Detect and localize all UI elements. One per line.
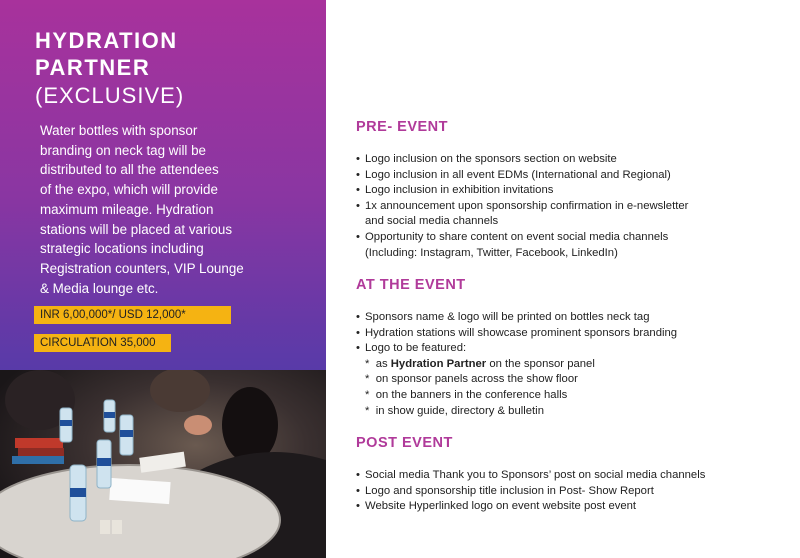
description-line: of the expo, which will provide <box>40 182 218 198</box>
bottle-label <box>60 420 72 426</box>
title-line-2: PARTNER <box>35 55 151 80</box>
hydration-partner-emphasis: Hydration Partner <box>390 357 487 370</box>
description-line: strategic locations including <box>40 241 204 257</box>
asterisk: * <box>365 388 370 401</box>
list-item: • Logo and sponsorship title inclusion in Post- Show Report <box>356 484 796 500</box>
list-item: • Website Hyperlinked logo on event website post event <box>356 499 796 515</box>
sub-item-suffix: on the sponsor panel <box>486 357 595 370</box>
list-item: • 1x announcement upon sponsorship confirmation in e-newsletter <box>356 199 796 215</box>
pre-event-heading: PRE- EVENT <box>356 119 449 135</box>
description-line: maximum mileage. Hydration <box>40 201 214 217</box>
list-item: • Sponsors name & logo will be printed on bottles neck tag <box>356 310 796 326</box>
at-event-list <box>356 310 796 419</box>
asterisk: * <box>365 357 370 370</box>
list-item: • Hydration stations will showcase prominent sponsors branding <box>356 326 796 342</box>
card <box>112 520 122 534</box>
sub-item-text: on the banners in the conference halls <box>375 388 568 401</box>
bottle-label <box>97 458 111 466</box>
sub-item-prefix: as <box>375 357 391 370</box>
event-photo <box>0 370 326 558</box>
bottle-label <box>104 412 115 418</box>
book <box>15 438 63 448</box>
post-event-list <box>356 468 796 515</box>
package-subtitle: (EXCLUSIVE) <box>35 83 185 108</box>
sub-item-text: in show guide, directory & bulletin <box>375 404 544 417</box>
post-event-heading: POST EVENT <box>356 435 453 451</box>
package-title <box>35 27 178 81</box>
description-line: distributed to all the attendees <box>40 162 219 178</box>
book <box>18 448 64 456</box>
sub-item-text: on sponsor panels across the show floor <box>375 373 578 386</box>
description-line: stations will be placed at various <box>40 221 233 237</box>
description-line: branding on neck tag will be <box>40 142 207 158</box>
circulation-badge: CIRCULATION 35,000 <box>34 334 171 352</box>
sub-list-item <box>356 372 796 388</box>
card <box>100 520 110 534</box>
list-item: • Logo to be featured: <box>356 341 796 357</box>
price-badge: INR 6,00,000*/ USD 12,000* <box>34 306 231 324</box>
background-person <box>150 370 210 412</box>
paper <box>109 478 170 504</box>
book <box>12 456 64 464</box>
at-event-heading: AT THE EVENT <box>356 277 466 293</box>
bottle-label <box>120 430 133 437</box>
sub-list-item <box>356 404 796 420</box>
list-item: • Logo inclusion in exhibition invitations <box>356 183 796 199</box>
sub-list-item <box>356 388 796 404</box>
title-line-1: HYDRATION <box>35 28 178 53</box>
right-panel <box>326 0 800 558</box>
person-hair <box>222 387 278 463</box>
person-hand <box>184 415 212 435</box>
list-item-continuation: (Including: Instagram, Twitter, Facebook, LinkedIn) <box>365 246 618 259</box>
asterisk: * <box>365 404 370 417</box>
list-item: • Logo inclusion in all event EDMs (International and Regional) <box>356 168 796 184</box>
package-description <box>40 121 300 298</box>
list-item: • Opportunity to share content on event social media channels <box>356 230 796 246</box>
list-item: • Logo inclusion on the sponsors section on website <box>356 152 796 168</box>
description-line: Water bottles with sponsor <box>40 123 198 138</box>
sub-list-item <box>356 357 796 373</box>
left-panel <box>0 0 326 558</box>
pre-event-list <box>356 152 796 261</box>
list-item-continuation: and social media channels <box>365 215 499 228</box>
description-line: & Media lounge etc. <box>40 280 159 296</box>
description-line: Registration counters, VIP Lounge <box>40 260 244 276</box>
asterisk: * <box>365 373 370 386</box>
event-photo-illustration <box>0 370 326 558</box>
bottle-label <box>70 488 86 497</box>
list-item: • Social media Thank you to Sponsors’ post on social media channels <box>356 468 796 484</box>
